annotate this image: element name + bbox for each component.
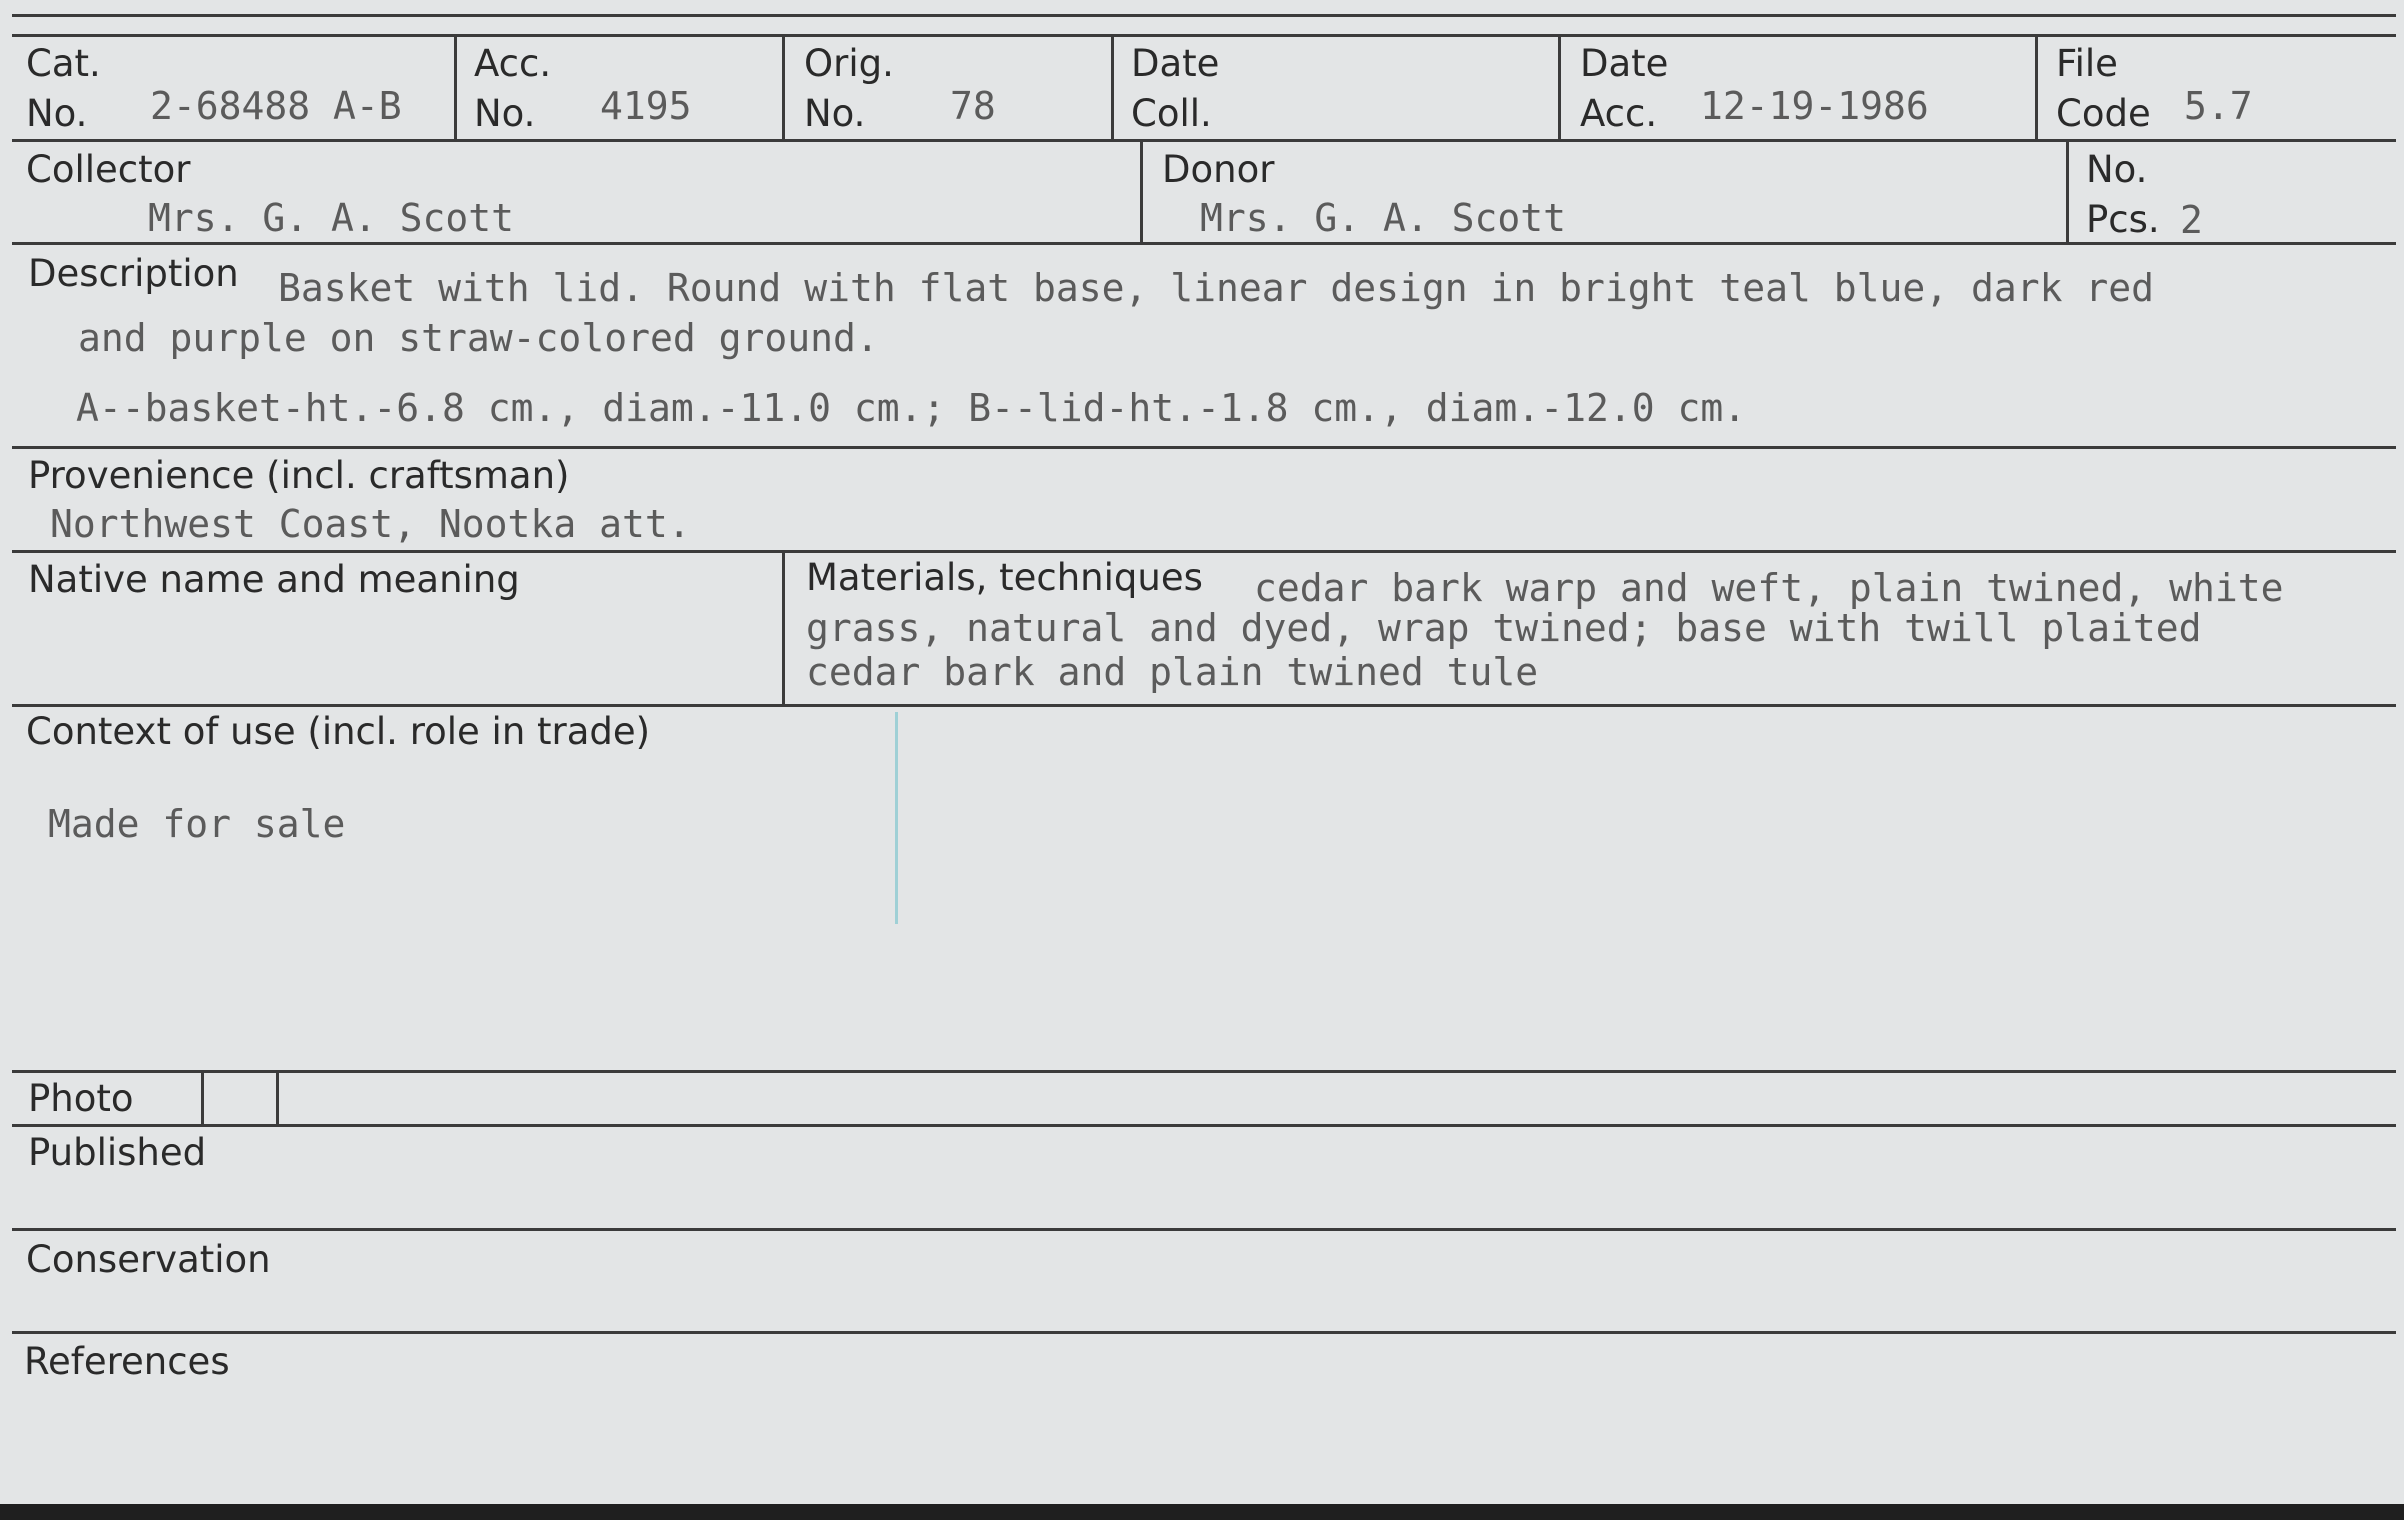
orig-number: 78 <box>950 84 996 128</box>
donor-label: Donor <box>1162 148 1275 191</box>
materials-line-3: cedar bark and plain twined tule <box>806 650 1539 694</box>
header-sep-1 <box>454 34 457 141</box>
acc-label: Acc. <box>474 42 552 85</box>
acc-number: 4195 <box>600 84 692 128</box>
description-line-2: and purple on straw-colored ground. <box>78 316 879 360</box>
materials-label: Materials, techniques <box>806 556 1203 599</box>
header-divider <box>12 139 2396 142</box>
collector-value: Mrs. G. A. Scott <box>148 196 515 240</box>
references-label: References <box>24 1340 230 1383</box>
conservation-label: Conservation <box>26 1238 271 1281</box>
file-code-value: 5.7 <box>2184 84 2253 128</box>
acc-no-label: No. <box>474 92 536 135</box>
description-line-3: A--basket-ht.-6.8 cm., diam.-11.0 cm.; B--lid-ht.-1.8 cm., diam.-12.0 cm. <box>76 386 1747 430</box>
context-label: Context of use (incl. role in trade) <box>26 710 651 753</box>
file-label: File <box>2056 42 2118 85</box>
provenience-value: Northwest Coast, Nootka att. <box>50 502 691 546</box>
collector-sep <box>1140 139 1143 244</box>
header-sep-3 <box>1111 34 1114 141</box>
description-line-1: Basket with lid. Round with flat base, linear design in bright teal blue, dark red <box>278 266 2154 310</box>
materials-line-2: grass, natural and dyed, wrap twined; base with twill plaited <box>806 606 2202 650</box>
published-label: Published <box>28 1131 207 1174</box>
pieces-sep <box>2066 139 2069 244</box>
native-name-label: Native name and meaning <box>28 558 520 601</box>
pieces-label: No. <box>2086 148 2148 191</box>
photo-sep-2 <box>276 1070 279 1126</box>
context-divider <box>12 1070 2396 1073</box>
context-value: Made for sale <box>48 802 346 846</box>
scan-edge <box>0 1504 2404 1520</box>
date-coll-label-2: Coll. <box>1131 92 1212 135</box>
description-label: Description <box>28 252 239 295</box>
collector-divider <box>12 242 2396 245</box>
photo-divider <box>12 1124 2396 1127</box>
conservation-divider <box>12 1331 2396 1334</box>
date-acc-label-2: Acc. <box>1580 92 1658 135</box>
date-coll-label: Date <box>1131 42 1220 85</box>
cat-number: 2-68488 A-B <box>150 84 402 128</box>
description-divider <box>12 446 2396 449</box>
top-rule <box>12 14 2396 17</box>
photo-sep-1 <box>201 1070 204 1126</box>
ink-mark <box>895 712 898 924</box>
header-sep-5 <box>2035 34 2038 141</box>
provenience-divider <box>12 550 2396 553</box>
donor-value: Mrs. G. A. Scott <box>1200 196 1567 240</box>
date-acc-label: Date <box>1580 42 1669 85</box>
date-acc-value: 12-19-1986 <box>1700 84 1929 128</box>
header-sep-4 <box>1558 34 1561 141</box>
cat-no-label: No. <box>26 92 88 135</box>
pieces-value: 2 <box>2180 198 2203 242</box>
published-divider <box>12 1228 2396 1231</box>
materials-sep <box>782 550 785 706</box>
materials-divider <box>12 704 2396 707</box>
top-rule-2 <box>12 34 2396 37</box>
pieces-label-2: Pcs. <box>2086 198 2160 241</box>
provenience-label: Provenience (incl. craftsman) <box>28 454 570 497</box>
header-sep-2 <box>782 34 785 141</box>
orig-no-label: No. <box>804 92 866 135</box>
file-code-label: Code <box>2056 92 2151 135</box>
materials-line-1: cedar bark warp and weft, plain twined, white <box>1254 566 2284 610</box>
collector-label: Collector <box>26 148 191 191</box>
orig-label: Orig. <box>804 42 894 85</box>
cat-label: Cat. <box>26 42 101 85</box>
photo-label: Photo <box>28 1077 134 1120</box>
